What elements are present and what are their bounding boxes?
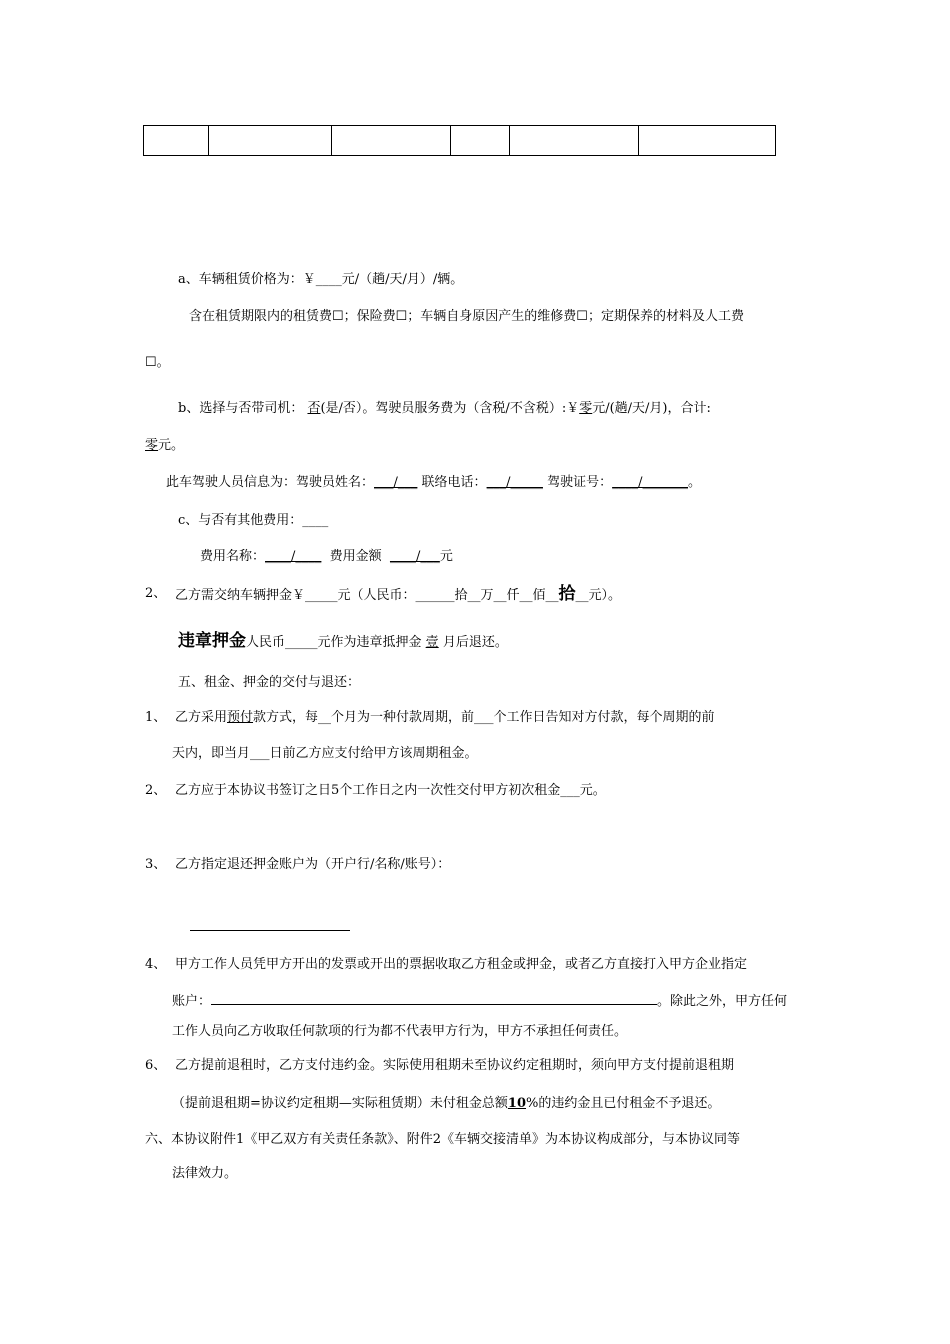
violation-deposit-line	[178, 632, 508, 652]
payment-method-value: 预付	[227, 710, 254, 725]
item-4-line-2-end: 。除此之外，甲方任何	[657, 994, 788, 1009]
table-cell	[510, 126, 639, 156]
violation-month-value: 壹	[425, 635, 439, 650]
table-cell	[639, 126, 776, 156]
item-4-line-2	[172, 990, 787, 1011]
driver-license-label: 驾驶证号：	[547, 475, 613, 490]
driver-name-value: ___/___	[374, 475, 418, 490]
driver-choice-value: 否	[307, 401, 321, 416]
section-6-line-2: 法律效力。	[172, 1166, 238, 1181]
violation-title: 违章押金	[178, 631, 246, 651]
driver-total-suffix: 元。	[158, 438, 185, 453]
deposit-big-char: 拾	[558, 584, 576, 604]
violation-text-end: 月后退还。	[442, 635, 508, 650]
driver-name-label: 此车驾驶人员信息为：驾驶员姓名：	[166, 475, 375, 490]
deposit-text: 乙方需交纳车辆押金￥_____元（人民币：______拾__万__仟__佰__	[175, 588, 559, 603]
item-4-line-1: 甲方工作人员凭甲方开出的发票或开出的票据收取乙方租金或押金，或者乙方直接打入甲方企业指定	[175, 957, 748, 972]
item-4-line-3: 工作人员向乙方收取任何款项的行为都不代表甲方行为，甲方不承担任何责任。	[172, 1024, 628, 1039]
driver-phone-value: ___/_____	[486, 475, 543, 490]
account-label: 账户：	[172, 994, 212, 1009]
item-3-line: 乙方指定退还押金账户为（开户行/名称/账号）：	[175, 857, 451, 872]
account-blank	[211, 990, 657, 1005]
driver-option-line	[178, 400, 711, 418]
fee-name-value: ____/____	[265, 549, 322, 564]
fee-amount-label: 费用金额	[329, 549, 382, 564]
item-1-text: 乙方采用	[175, 710, 228, 725]
item-2-number: 2、	[145, 783, 167, 798]
driver-info-end: 。	[688, 475, 702, 490]
fee-amount-value: ____/___	[389, 549, 440, 564]
table-cell	[209, 126, 332, 156]
item-2-line: 乙方应于本协议书签订之日5个工作日之内一次性交付甲方初次租金___元。	[175, 783, 606, 798]
deposit-number: 2、	[145, 586, 167, 601]
driver-info-line	[166, 474, 701, 492]
includes-line-end: ☐。	[145, 355, 170, 370]
section-5-title: 五、租金、押金的交付与退还：	[178, 675, 361, 690]
includes-line: 含在租赁期限内的租赁费☐；保险费☐；车辆自身原因产生的维修费☐；定期保养的材料及人工费	[189, 309, 744, 324]
penalty-percent-value: 10	[507, 1096, 526, 1111]
item-4-number: 4、	[145, 957, 167, 972]
other-fee-detail-line	[200, 548, 453, 566]
driver-fee-label: (是/否）。驾驶员服务费为（含税/不含税）:￥	[320, 401, 580, 416]
item-1-text-rest: 款方式，每__个月为一种付款周期，前___个工作日告知对方付款，每个周期的前	[253, 710, 715, 725]
item-6-number: 6、	[145, 1058, 167, 1073]
violation-text: 人民币_____元作为违章抵押金	[246, 635, 422, 650]
item-1-line-2: 天内，即当月___日前乙方应支付给甲方该周期租金。	[172, 746, 478, 761]
other-fees-line: c、与否有其他费用：____	[178, 513, 329, 528]
section-6-line-1: 六、本协议附件1《甲乙双方有关责任条款》、附件2《车辆交接清单》为本协议构成部分，与本协议同等	[145, 1132, 741, 1147]
driver-total-label: 元/(趟/天/月)，合计:	[592, 401, 711, 416]
table-row	[144, 126, 776, 156]
table-cell	[451, 126, 510, 156]
deposit-line	[175, 585, 621, 605]
item-6-line-2	[172, 1095, 720, 1113]
table-cell	[332, 126, 451, 156]
item-6-text-end: %的违约金且已付租金不予退还。	[526, 1096, 721, 1111]
driver-total-line	[145, 437, 184, 455]
driver-fee-value: 零	[579, 401, 593, 416]
driver-phone-label: 联络电话：	[421, 475, 487, 490]
header-table	[143, 125, 776, 156]
item-1-line	[175, 709, 715, 727]
account-blank-line	[190, 930, 350, 931]
deposit-text-end: __元）。	[575, 588, 622, 603]
table-cell	[144, 126, 209, 156]
driver-total-value: 零	[145, 438, 159, 453]
item-6-text: （提前退租期=协议约定租期—实际租赁期）未付租金总额	[172, 1096, 508, 1111]
rental-price-line: a、车辆租赁价格为：￥____元/（趟/天/月）/辆。	[178, 272, 464, 287]
driver-license-value: ____/_______	[612, 475, 688, 490]
driver-option-label: b、选择与否带司机：	[178, 401, 304, 416]
item-6-line-1: 乙方提前退租时，乙方支付违约金。实际使用租期未至协议约定租期时，须向甲方支付提前退租期	[175, 1058, 735, 1073]
fee-unit: 元	[439, 549, 453, 564]
item-3-number: 3、	[145, 857, 167, 872]
item-1-number: 1、	[145, 710, 167, 725]
fee-name-label: 费用名称：	[200, 549, 266, 564]
